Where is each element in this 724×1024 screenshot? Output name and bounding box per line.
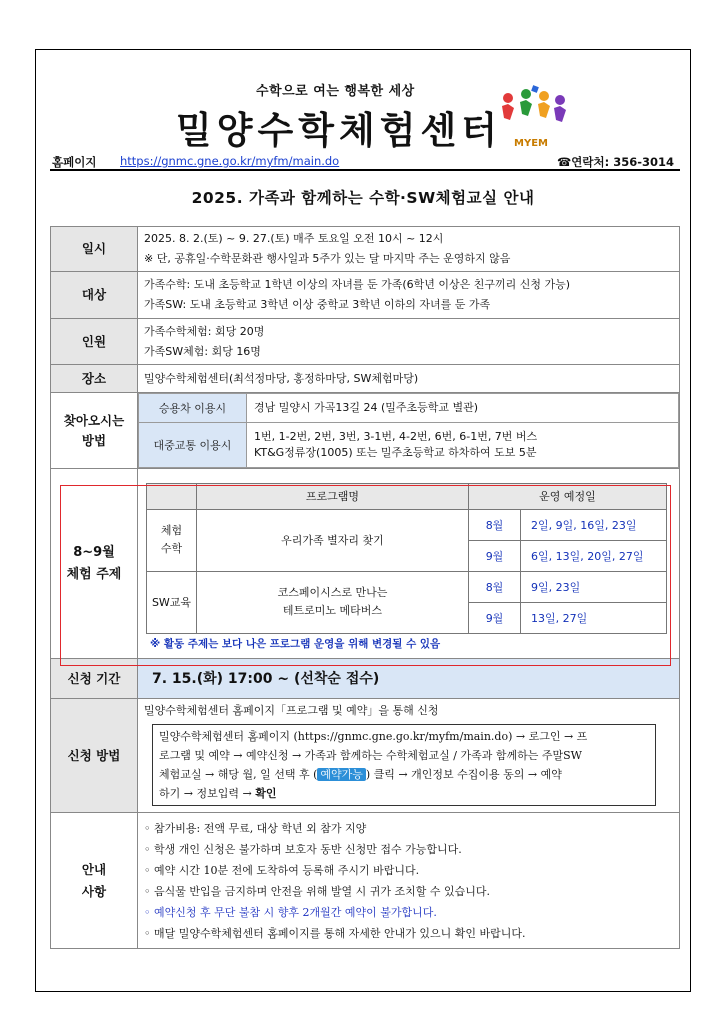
notice-item: ◦ 학생 개인 신청은 불가하며 보호자 동반 신청만 접수 가능합니다. <box>144 842 462 856</box>
homepage-link[interactable]: https://gnmc.gne.go.kr/myfm/main.do <box>120 154 340 168</box>
bus-line1: 1번, 1-2번, 2번, 3번, 3-1번, 4-2번, 6번, 6-1번, 7번 버스 <box>254 430 538 443</box>
car-label: 승용차 이용시 <box>139 394 247 423</box>
head-program: 프로그램명 <box>197 483 469 509</box>
p1-dates-aug: 2일, 9일, 16일, 23일 <box>521 509 667 540</box>
info-bar <box>50 153 680 171</box>
label-theme-2: 체험 주제 <box>66 566 122 582</box>
cat1-line1: 체험 <box>160 524 183 537</box>
label-method: 신청 방법 <box>51 699 138 813</box>
p1-month-sep: 9월 <box>469 540 521 571</box>
bus-line2: KT&G정류장(1005) 또는 밀주초등학교 하차하여 도보 5분 <box>254 446 537 459</box>
cat1-line2: 수학 <box>160 542 183 555</box>
steps-line1: 밀양수학체험센터 홈페이지 (https://gnmc.gne.go.kr/myfm/main.do) → 로그인 → 프 <box>159 729 588 743</box>
row-method <box>51 699 680 813</box>
row-place <box>51 365 680 393</box>
date-line2: ※ 단, 공휴일·수학문화관 행사일과 5주가 있는 달 마지막 주는 운영하지 않음 <box>144 252 511 265</box>
people-line1: 가족수학체험: 회당 20명 <box>144 324 265 338</box>
row-target <box>51 272 680 319</box>
car-value: 경남 밀양시 가곡13길 24 (밀주초등학교 별관) <box>247 394 679 423</box>
place-value: 밀양수학체험센터(최석정마당, 홍정하마당, SW체험마당) <box>138 365 680 393</box>
row-people <box>51 319 680 365</box>
row-notice <box>51 813 680 949</box>
method-steps <box>152 724 656 806</box>
label-date: 일시 <box>51 227 138 272</box>
directions-table <box>138 393 679 468</box>
target-line2: 가족SW: 도내 초등학교 3학년 이상 중학교 3학년 이하의 자녀를 둔 가족 <box>144 298 491 311</box>
notice-item: ◦ 음식물 반입을 금지하며 안전을 위해 발열 시 귀가 조치할 수 있습니다. <box>144 884 490 898</box>
document-title: 2025. 가족과 함께하는 수학·SW체험교실 안내 <box>191 189 535 207</box>
header <box>36 50 690 169</box>
steps-line4a: 하기 → 정보입력 → <box>159 786 256 800</box>
row-date <box>51 227 680 272</box>
p2-dates-sep: 13일, 27일 <box>521 602 667 633</box>
label-period: 신청 기간 <box>51 659 138 699</box>
label-notice-1: 안내 <box>81 861 107 877</box>
label-people: 인원 <box>51 319 138 365</box>
reserve-available-tag: 예약가능 <box>317 768 366 781</box>
p1-month-aug: 8월 <box>469 509 521 540</box>
center-title: 밀양수학체험센터 <box>176 108 502 152</box>
row-directions <box>51 393 680 469</box>
label-theme-1: 8~9월 <box>73 544 115 560</box>
theme-note: ※ 활동 주제는 보다 나은 프로그램 운영을 위해 변경될 수 있음 <box>150 637 441 650</box>
steps-line2: 로그램 및 예약 → 예약신청 → 가족과 함께하는 수학체험교실 / 가족과 함께하는 주말SW <box>159 748 582 762</box>
steps-line3a: 체험교실 → 해당 월, 일 선택 후 ( <box>159 767 318 781</box>
slogan: 수학으로 여는 행복한 세상 <box>256 84 415 99</box>
steps-line3b: ) 클릭 → 개인정보 수집이용 동의 → 예약 <box>365 767 562 781</box>
period-value: 7. 15.(화) 17:00 ~ (선착순 접수) <box>138 659 680 699</box>
label-directions-2: 방법 <box>81 432 107 448</box>
bus-label: 대중교통 이용시 <box>139 423 247 468</box>
steps-confirm: 확인 <box>255 786 277 800</box>
head-schedule: 운영 예정일 <box>469 483 667 509</box>
program2-line1: 코스페이시스로 만나는 <box>277 586 388 599</box>
p2-month-sep: 9월 <box>469 602 521 633</box>
label-place: 장소 <box>51 365 138 393</box>
p2-dates-aug: 9일, 23일 <box>521 571 667 602</box>
label-notice-2: 사항 <box>81 883 107 899</box>
label-directions-1: 찾아오시는 <box>63 412 125 428</box>
target-line1: 가족수학: 도내 초등학교 1학년 이상의 자녀를 둔 가족(6학년 이상은 친구끼리 신청 가능) <box>144 278 571 291</box>
label-target: 대상 <box>51 272 138 319</box>
people-line2: 가족SW체험: 회당 16명 <box>144 344 261 358</box>
cat2: SW교육 <box>147 571 197 633</box>
p2-month-aug: 8월 <box>469 571 521 602</box>
document-frame <box>35 49 691 992</box>
method-intro: 밀양수학체험센터 홈페이지「프로그램 및 예약」을 통해 신청 <box>144 703 439 717</box>
notice-item: ◦ 매달 밀양수학체험센터 홈페이지를 통해 자세한 안내가 있으니 확인 바랍니다. <box>144 926 526 940</box>
logo-text: MYEM <box>514 138 548 149</box>
phone-number: ☎연락처: 356-3014 <box>556 155 674 169</box>
theme-highlight-box <box>60 485 671 666</box>
notice-item-warning: ◦ 예약신청 후 무단 불참 시 향후 2개월간 예약이 불가합니다. <box>144 905 437 919</box>
notice-list <box>138 813 680 949</box>
program1-name: 우리가족 별자리 찾기 <box>197 509 469 571</box>
notice-item: ◦ 참가비용: 전액 무료, 대상 학년 외 참가 지양 <box>144 821 367 835</box>
notice-item: ◦ 예약 시간 10분 전에 도착하여 등록해 주시기 바랍니다. <box>144 863 420 877</box>
date-line1: 2025. 8. 2.(토) ~ 9. 27.(토) 매주 토요일 오전 10시 ~ 12시 <box>144 232 444 245</box>
program2-line2: 테트로미노 메타버스 <box>282 604 383 617</box>
homepage-label: 홈페이지 <box>52 155 97 169</box>
p1-dates-sep: 6일, 13일, 20일, 27일 <box>521 540 667 571</box>
